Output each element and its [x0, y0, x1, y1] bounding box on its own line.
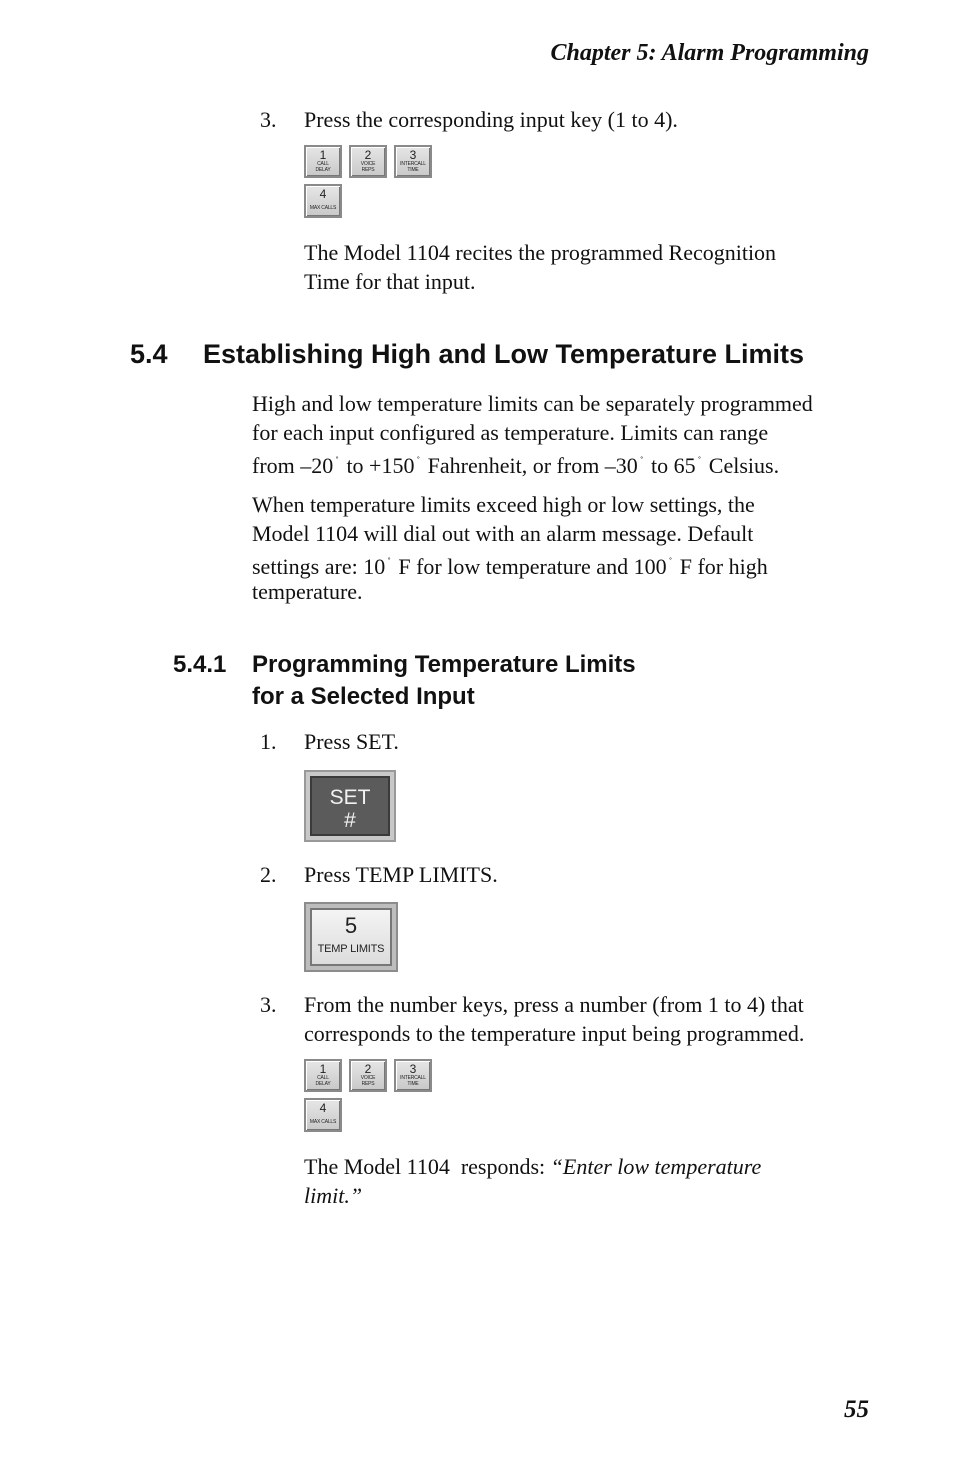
response-line1: The Model 1104 responds: “Enter low temperature: [304, 1154, 762, 1179]
subsection-number: 5.4.1: [173, 651, 227, 678]
para1-line3: from –20 ˚ to +150 ˚ Fahrenheit, or from –30 ˚ to 65 ˚ Celsius.: [252, 453, 780, 478]
para2-line4: temperature.: [252, 579, 363, 604]
para2-line3: settings are: 10 ˚ F for low temperature and 100 ˚ F for high: [252, 554, 768, 579]
step-2-text: Press TEMP LIMITS.: [304, 862, 498, 887]
step-1-number: 1.: [260, 729, 277, 754]
step-3-number: 3.: [260, 992, 277, 1017]
key-2-voice-reps: 2 VOICE REPS: [349, 1059, 387, 1092]
hash-key-label: #: [344, 809, 356, 832]
response-line2: limit.”: [304, 1183, 363, 1208]
step-number: 3.: [260, 107, 277, 132]
subsection-title-line2: for a Selected Input: [252, 683, 475, 710]
para2-line2: Model 1104 will dial out with an alarm message. Default: [252, 521, 754, 546]
set-key-image: [304, 770, 396, 842]
step-1-text: Press SET.: [304, 729, 399, 754]
recite-line-2: Time for that input.: [304, 269, 476, 294]
key-3-intercall-time: 3 INTERCALL TIME: [394, 145, 432, 178]
key-1-call-delay: 1 CALL DELAY: [304, 1059, 342, 1092]
key-3-intercall-time: 3 INTERCALL TIME: [394, 1059, 432, 1092]
para1-line1: High and low temperature limits can be separately programmed: [252, 391, 813, 416]
temp-key-digit: 5: [344, 913, 358, 938]
key-1-call-delay: 1 CALL DELAY: [304, 145, 342, 178]
para2-line1: When temperature limits exceed high or low settings, the: [252, 492, 755, 517]
step-3-text-line2: corresponds to the temperature input being programmed.: [304, 1021, 805, 1046]
set-key-label: SET: [329, 786, 371, 809]
step-3-text-line1: From the number keys, press a number (from 1 to 4) that: [304, 992, 804, 1017]
key-2-voice-reps: 2 VOICE REPS: [349, 145, 387, 178]
key-4-max-calls: 4 MAX CALLS: [304, 184, 342, 218]
step-2-number: 2.: [260, 862, 277, 887]
section-number: 5.4: [130, 339, 168, 369]
temp-key-label: TEMP LIMITS: [317, 943, 385, 955]
chapter-header: Chapter 5: Alarm Programming: [550, 40, 869, 66]
recite-line-1: The Model 1104 recites the programmed Recognition: [304, 240, 777, 265]
step-text: Press the corresponding input key (1 to 4).: [304, 107, 678, 132]
para1-line2: for each input configured as temperature. Limits can range: [252, 420, 769, 445]
subsection-title-line1: Programming Temperature Limits: [252, 651, 636, 678]
section-title: Establishing High and Low Temperature Limits: [203, 339, 805, 369]
page-number: 55: [844, 1396, 869, 1423]
key-4-max-calls: 4 MAX CALLS: [304, 1098, 342, 1132]
temp-limits-key-image: [304, 902, 398, 972]
